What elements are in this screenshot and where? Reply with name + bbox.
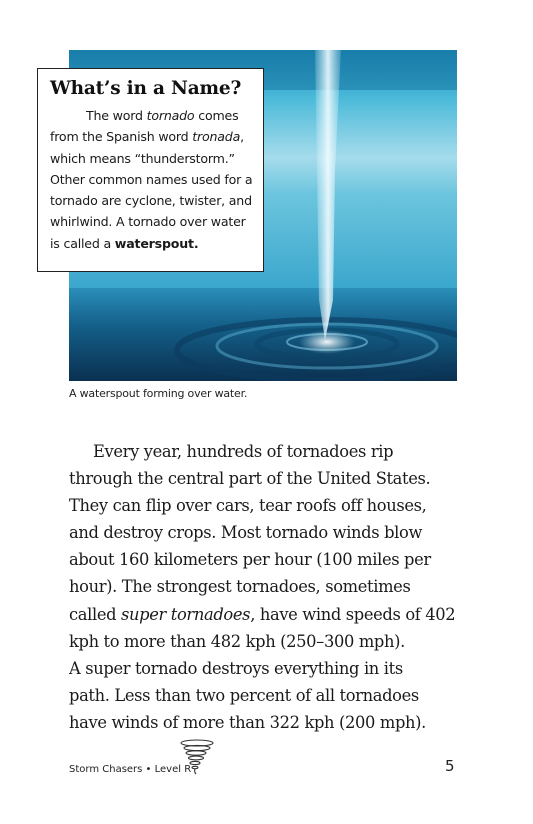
term-tornado: tornado [146, 108, 195, 123]
body-line: and destroy crops. Most tornado winds blow [69, 523, 423, 543]
body-line: hour). The strongest tornadoes, sometimes [69, 577, 411, 597]
tornado-icon [178, 739, 216, 775]
body-paragraph [69, 438, 461, 736]
body-line: through the central part of the United States. [69, 469, 431, 489]
term-super-tornadoes: super tornadoes [121, 604, 251, 624]
body-line: about 160 kilometers per hour (100 miles per [69, 550, 431, 570]
body-line: called super tornadoes, have wind speeds of 402 [69, 604, 456, 624]
whats-in-a-name-sidebar [37, 68, 264, 272]
body-line: They can flip over cars, tear roofs off houses, [69, 496, 427, 516]
footer-book-title: Storm Chasers • Level R [69, 764, 192, 775]
body-line: kph to more than 482 kph (250–300 mph). [69, 631, 405, 651]
body-line: path. Less than two percent of all tornadoes [69, 685, 419, 705]
term-tronada: tronada [192, 129, 241, 145]
body-line: A super tornado destroys everything in its [69, 658, 403, 678]
body-line: have winds of more than 322 kph (200 mph). [69, 712, 426, 732]
page-number: 5 [445, 757, 455, 775]
sidebar-title: What’s in a Name? [50, 78, 242, 99]
body-line: Every year, hundreds of tornadoes rip [93, 442, 394, 461]
sidebar-text: The word tornado comes from the Spanish word tronada, which means “thunderstorm.” Other common names used for a tornado are cyclone, twister, and whirlwind. A tornado over water is called a waterspout. [50, 108, 253, 251]
term-waterspout: waterspout. [114, 235, 199, 251]
photo-caption: A waterspout forming over water. [69, 387, 248, 400]
